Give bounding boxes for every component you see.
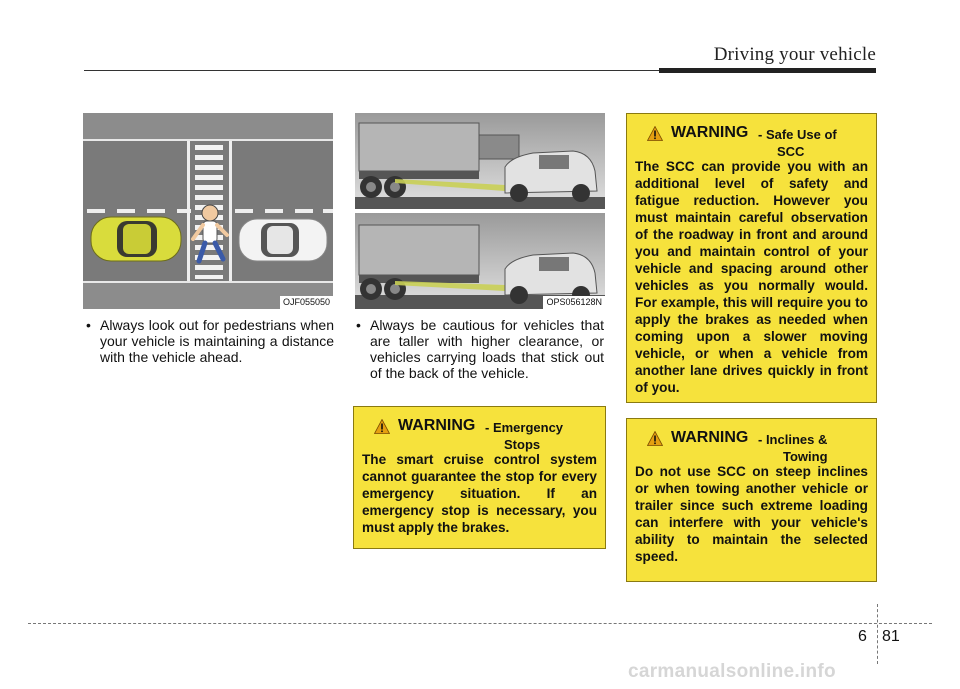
section-title: Driving your vehicle bbox=[713, 44, 876, 65]
warning-label: WARNING bbox=[671, 124, 749, 141]
warning-subtitle: - Emergency bbox=[485, 420, 564, 435]
chapter-number: 6 bbox=[858, 628, 867, 645]
warning-subtitle: - Safe Use of bbox=[758, 127, 837, 142]
warning-label: WARNING bbox=[671, 429, 749, 446]
watermark: carmanualsonline.info bbox=[628, 661, 836, 682]
warning-subtitle-line2: Towing bbox=[783, 449, 828, 464]
warning-header bbox=[635, 124, 868, 158]
warning-triangle-icon bbox=[374, 419, 390, 434]
warning-triangle-icon bbox=[647, 126, 663, 141]
footer-rule bbox=[28, 623, 932, 624]
warning-inclines-towing bbox=[626, 418, 877, 582]
warning-subtitle-line2: Stops bbox=[504, 437, 541, 452]
warning-body: Do not use SCC on steep inclines or when towing another vehicle or trailer since such extreme loading can interfere with your vehicle's ability to maintain the selected speed. bbox=[635, 464, 868, 564]
warning-subtitle-line2: SCC bbox=[777, 144, 805, 159]
pedestrian-crossing-illustration bbox=[83, 113, 333, 309]
warning-header bbox=[362, 417, 597, 451]
warning-subtitle: - Inclines & bbox=[758, 432, 828, 447]
warning-emergency-stops bbox=[353, 406, 606, 549]
truck-clearance-figure bbox=[355, 113, 605, 309]
warning-safe-use-of-scc bbox=[626, 113, 877, 403]
warning-body: The SCC can provide you with an additional level of safety and fatigue reduction. However you must maintain careful observation of the roadway in front and around you and maintain control of your vehicle and spacing around other vehicles as you normally would. For example, this will require you to apply the brakes as needed when coming upon a slower moving vehicle, or when a vehicle from another lane drives quickly in front of you. bbox=[635, 159, 868, 395]
footer-divider bbox=[877, 604, 878, 664]
bullet-marker: • bbox=[356, 317, 361, 333]
figure-code: OPS056128N bbox=[543, 296, 605, 309]
header-accent-bar bbox=[659, 68, 876, 73]
warning-label: WARNING bbox=[398, 417, 476, 434]
figure-code: OJF055050 bbox=[280, 296, 333, 309]
bullet-text: Always look out for pedestrians when your vehicle is maintaining a distance with the vehicle ahead. bbox=[100, 317, 334, 365]
bullet-marker: • bbox=[86, 317, 91, 333]
bullet-text: Always be cautious for vehicles that are taller with higher clearance, or vehicles carrying loads that stick out of the back of the vehicle. bbox=[370, 317, 604, 381]
truck-clearance-illustration bbox=[355, 113, 605, 309]
bullet-pedestrians bbox=[86, 317, 334, 365]
bullet-tall-vehicles bbox=[356, 317, 604, 381]
warning-triangle-icon bbox=[647, 431, 663, 446]
page-number: 81 bbox=[882, 628, 900, 645]
pedestrian-crossing-figure bbox=[83, 113, 333, 309]
warning-header bbox=[635, 429, 868, 463]
warning-body: The smart cruise control system cannot guarantee the stop for every emergency situation. If an emergency stop is necessary, you must apply the brakes. bbox=[362, 452, 597, 535]
